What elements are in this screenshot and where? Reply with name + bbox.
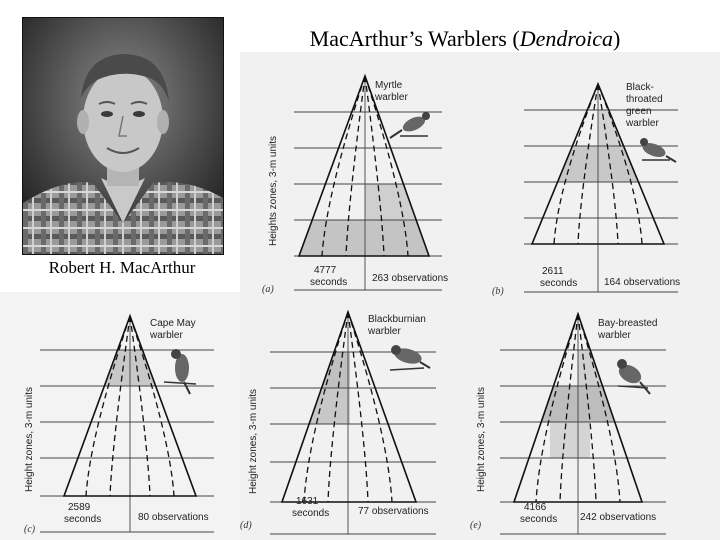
observations-label: 242 observations bbox=[580, 512, 657, 523]
panel-letter: (b) bbox=[492, 286, 504, 297]
panel-black-throated-green-warbler bbox=[492, 66, 692, 298]
observations-label: 263 observations bbox=[372, 273, 449, 284]
seconds-label: seconds bbox=[540, 278, 578, 289]
warbler-bird-icon bbox=[390, 345, 430, 370]
seconds-label: seconds bbox=[292, 508, 330, 519]
species-line: throated bbox=[626, 94, 663, 105]
species-line: Myrtle bbox=[375, 80, 403, 91]
warbler-bird-icon bbox=[640, 138, 676, 162]
panel-letter: (c) bbox=[24, 524, 36, 535]
panel-letter: (a) bbox=[262, 284, 274, 295]
portrait-photo bbox=[22, 17, 224, 255]
warbler-bird-icon bbox=[616, 359, 650, 394]
seconds-value: 2589 bbox=[68, 502, 91, 513]
observations-label: 164 observations bbox=[604, 277, 681, 288]
y-axis-label: Heights zones, 3-m units bbox=[268, 135, 279, 246]
observations-label: 77 observations bbox=[358, 506, 429, 517]
y-axis-label: Height zones, 3-m units bbox=[24, 386, 35, 492]
seconds-label: seconds bbox=[310, 277, 348, 288]
species-line: warbler bbox=[626, 118, 659, 129]
panel-myrtle-warbler bbox=[262, 66, 462, 298]
seconds-value: 4777 bbox=[314, 265, 337, 276]
panel-blackburnian-warbler bbox=[240, 306, 460, 538]
species-line: warbler bbox=[150, 330, 183, 341]
species-line: Cape May bbox=[150, 318, 196, 329]
species-line: Bay-breasted bbox=[598, 318, 658, 329]
species-line: warbler bbox=[598, 330, 631, 341]
species-line: Blackburnian bbox=[368, 314, 426, 325]
panel-bay-breasted-warbler bbox=[470, 306, 710, 538]
seconds-label: seconds bbox=[520, 514, 558, 525]
species-line: Black- bbox=[626, 82, 654, 93]
title-genus: Dendroica bbox=[519, 26, 613, 51]
slide-title: MacArthur’s Warblers (Dendroica) bbox=[309, 26, 621, 51]
warbler-bird-icon bbox=[164, 349, 196, 394]
seconds-value: 4166 bbox=[524, 502, 547, 513]
species-line: green bbox=[626, 106, 652, 117]
seconds-value: 2611 bbox=[542, 266, 564, 277]
seconds-value: 1631 bbox=[296, 496, 319, 507]
panel-letter: (d) bbox=[240, 520, 252, 531]
y-axis-label: Height zones, 3-m units bbox=[248, 388, 259, 494]
panel-cape-may-warbler bbox=[24, 306, 234, 538]
species-line: warbler bbox=[368, 326, 401, 337]
species-line: warbler bbox=[375, 92, 408, 103]
warbler-bird-icon bbox=[390, 112, 430, 138]
observations-label: 80 observations bbox=[138, 512, 209, 523]
panel-letter: (e) bbox=[470, 520, 482, 531]
photo-caption: Robert H. MacArthur bbox=[48, 258, 196, 277]
seconds-label: seconds bbox=[64, 514, 102, 525]
y-axis-label: Height zones, 3-m units bbox=[476, 386, 487, 492]
